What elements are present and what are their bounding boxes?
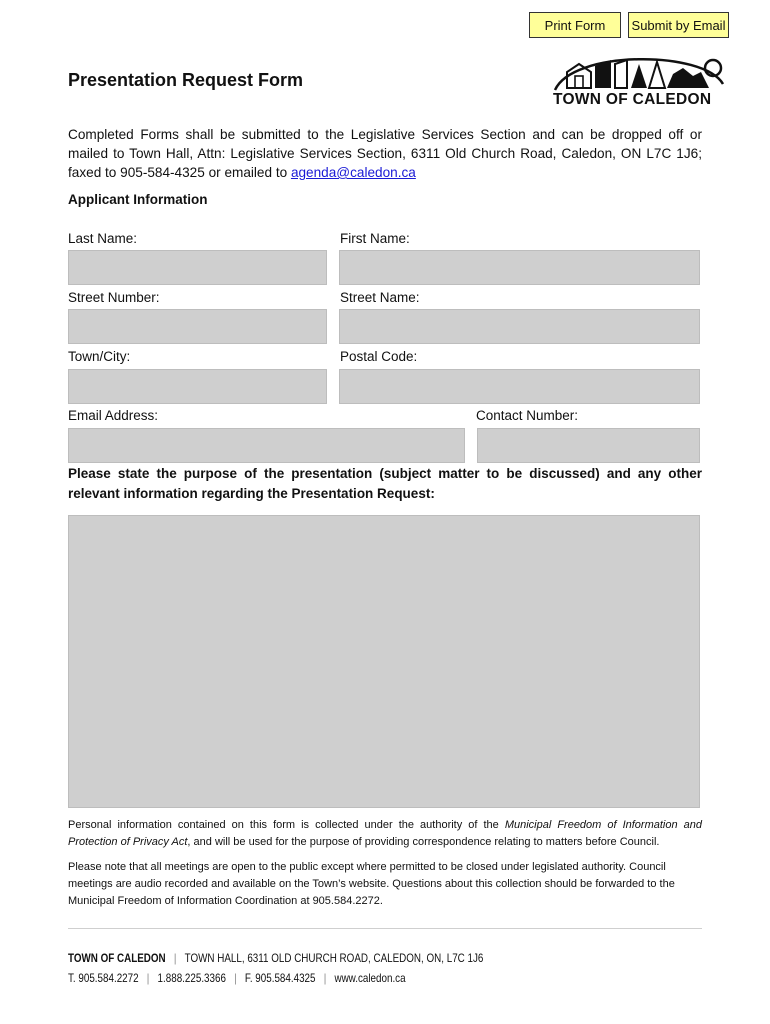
email-address-label: Email Address: — [68, 408, 159, 423]
meeting-note: Please note that all meetings are open to the public except where permitted to be closed under legislated authority. Council meetings are audio recorded and available on the Town’s website. Questions about this collection should be forwarded to the Municipal Freedom of Information Coordination at 905.584.2272. — [68, 861, 675, 907]
footer-line-1: TOWN OF CALEDON | TOWN HALL, 6311 OLD CHURCH ROAD, CALEDON, ON, L7C 1J6 — [68, 951, 484, 965]
purpose-textarea[interactable] — [68, 515, 700, 808]
privacy-act-name: Municipal Freedom of Information and Protection of Privacy Act — [68, 819, 702, 848]
first-name-label: First Name: — [340, 231, 410, 246]
postal-code-field[interactable] — [339, 369, 700, 404]
footer-fax: F. 905.584.4325 — [244, 971, 316, 985]
intro-text: Completed Forms shall be submitted to the Legislative Services Section and can be dropped off or mailed to Town Hall, Attn: Legislative Services Section, 6311 Old Church Road, Caledon, ON L7C 1J6; faxed to 905-584-4325 or emailed to — [68, 127, 702, 180]
last-name-field[interactable] — [68, 250, 327, 285]
footer-phone: T. 905.584.2272 — [68, 971, 139, 985]
street-name-label: Street Name: — [340, 290, 420, 305]
print-form-button[interactable] — [529, 12, 621, 38]
caledon-logo-icon — [553, 54, 725, 92]
privacy-notice — [68, 817, 702, 851]
footer-line-2: T. 905.584.2272 | 1.888.225.3366 | F. 905.584.4325 | www.caledon.ca — [68, 971, 406, 985]
footer-org: TOWN OF CALEDON — [68, 951, 166, 965]
intro-paragraph — [68, 125, 702, 182]
contact-number-field[interactable] — [477, 428, 700, 463]
street-name-field[interactable] — [339, 309, 700, 344]
print-form-label: Print Form — [544, 17, 606, 33]
town-city-label: Town/City: — [68, 349, 131, 364]
submit-by-email-button[interactable] — [628, 12, 729, 38]
street-number-field[interactable] — [68, 309, 327, 344]
submit-by-email-label: Submit by Email — [631, 17, 726, 33]
footer-address: TOWN HALL, 6311 OLD CHURCH ROAD, CALEDON, ON, L7C 1J6 — [184, 951, 484, 965]
purpose-prompt: Please state the purpose of the presentation (subject matter to be discussed) and any other relevant information regarding the Presentation Request: — [68, 466, 702, 501]
last-name-label: Last Name: — [68, 231, 138, 246]
footer-divider — [68, 928, 702, 929]
logo-wordmark: TOWN OF CALEDON — [553, 91, 712, 108]
street-number-label: Street Number: — [68, 290, 160, 305]
privacy-text-part1: Personal information contained on this form is collected under the authority of the — [68, 819, 505, 831]
page-title: Presentation Request Form — [68, 70, 304, 90]
footer-tollfree: 1.888.225.3366 — [157, 971, 226, 985]
first-name-field[interactable] — [339, 250, 700, 285]
applicant-section-heading: Applicant Information — [68, 192, 208, 207]
postal-code-label: Postal Code: — [340, 349, 418, 364]
footer-website[interactable]: www.caledon.ca — [334, 971, 406, 985]
town-city-field[interactable] — [68, 369, 327, 404]
contact-number-label: Contact Number: — [476, 408, 579, 423]
agenda-email-link[interactable]: agenda@caledon.ca — [290, 165, 416, 180]
email-address-field[interactable] — [68, 428, 465, 463]
privacy-text-part2: , and will be used for the purpose of providing correspondence relating to matters before Council. — [187, 836, 660, 848]
